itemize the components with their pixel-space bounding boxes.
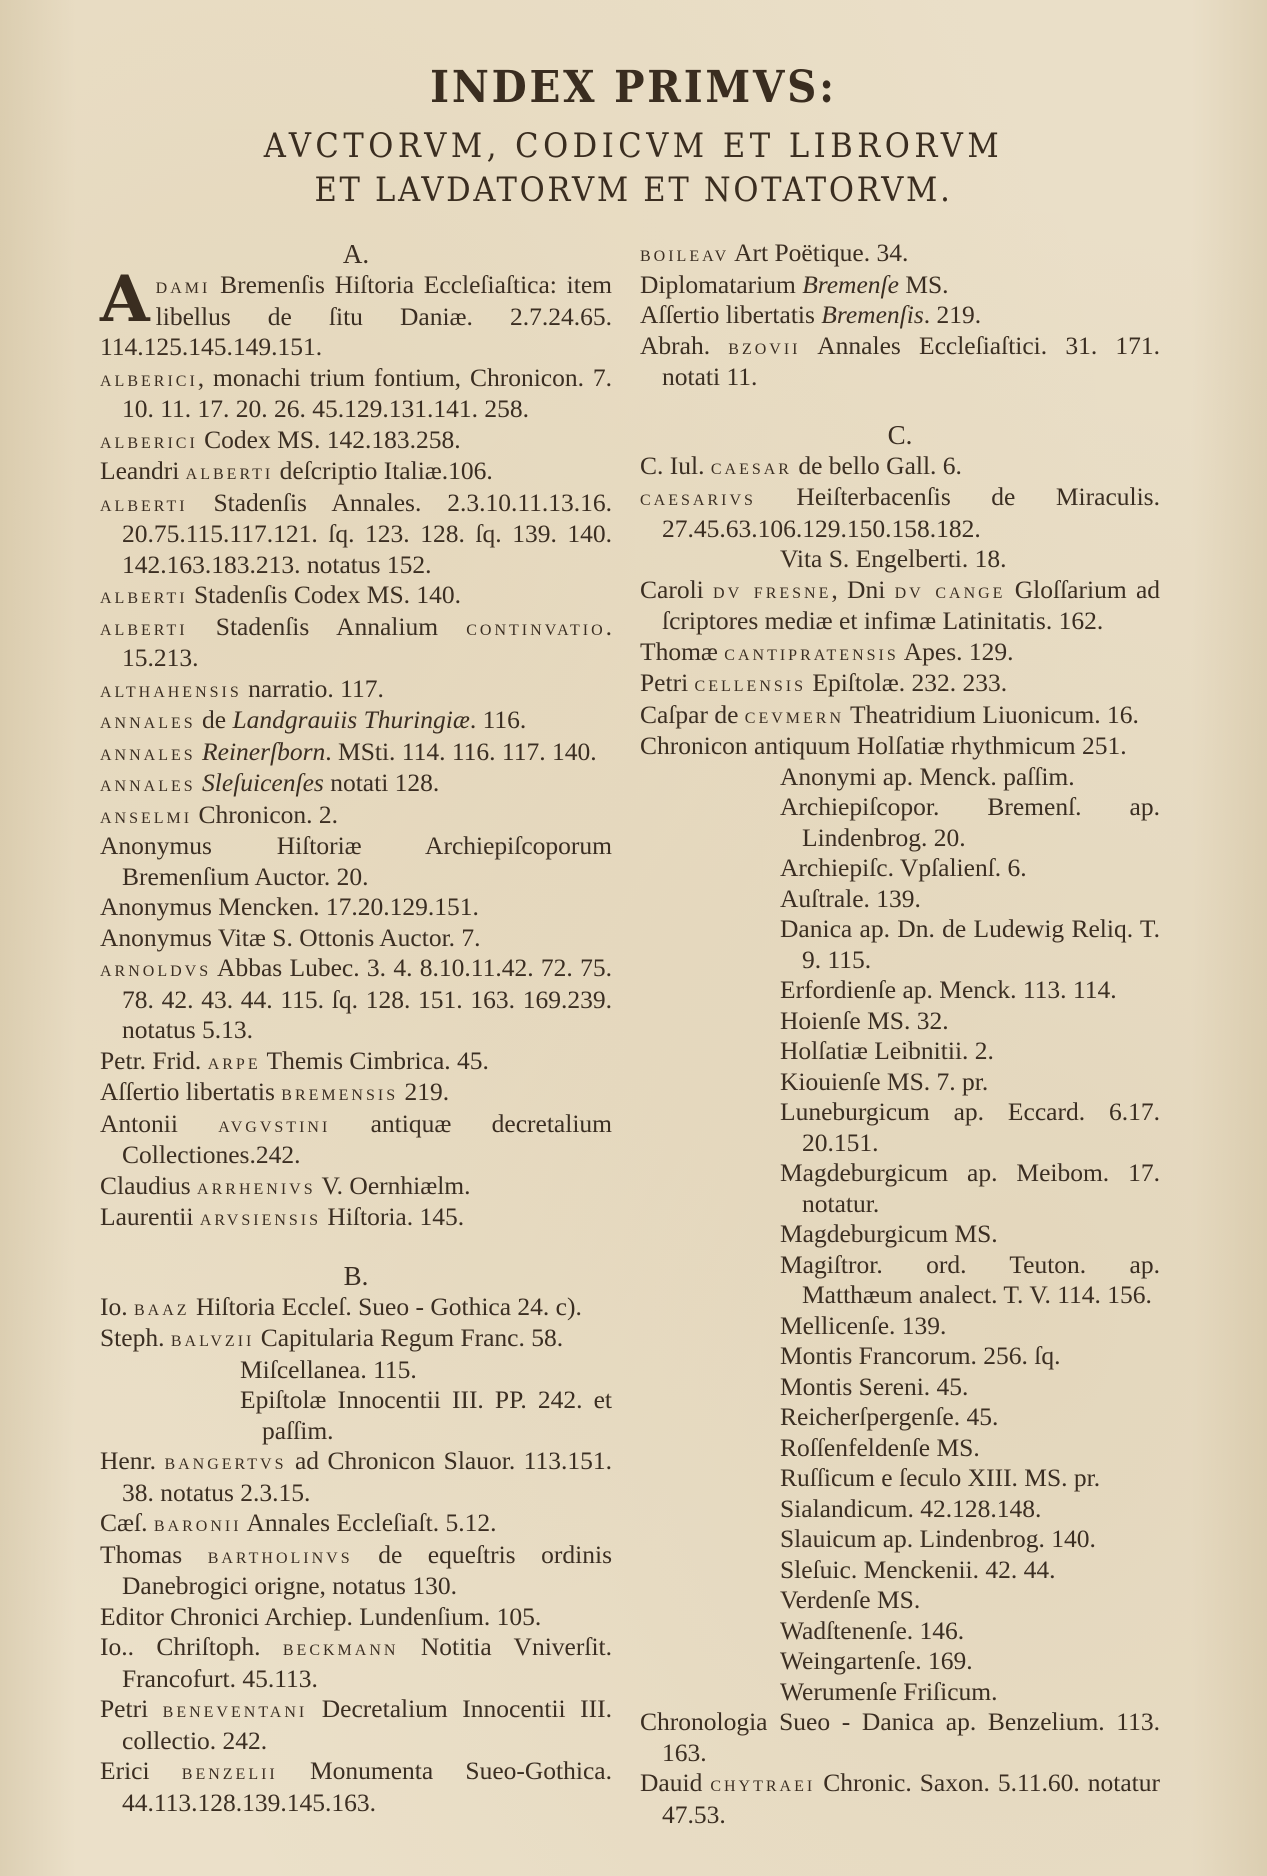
entries-c: [640, 451, 1160, 545]
entry-author: bartholinvs: [207, 1542, 353, 1568]
index-entry: [640, 300, 1160, 331]
index-entry: [100, 953, 612, 1046]
index-entry: [100, 1077, 612, 1109]
entries-b: [100, 1292, 612, 1355]
entry-text: Apes. 129.: [898, 636, 1014, 666]
entry-author: bangertvs: [164, 1449, 287, 1474]
index-entry: [100, 456, 612, 488]
index-sub-entry: Archiepiſcopor. Bremenſ. ap. Lindenbrog. 20.: [780, 792, 1160, 852]
entry-author: chytraei: [710, 1771, 816, 1796]
entries-a: [100, 363, 612, 1234]
index-sub-entry: Sialandicum. 42.128.148.: [780, 1493, 1042, 1523]
index-sub-entry: Sleſuic. Menckenii. 42. 44.: [780, 1554, 1056, 1584]
index-sub-entry: Slauicum ap. Lindenbrog. 140.: [780, 1524, 1096, 1553]
index-entry: [100, 1694, 612, 1756]
entries-c-3: [640, 1707, 1160, 1830]
entry-author: arvsiensis: [199, 1205, 322, 1230]
page-subtitle-line-1: AVCTORVM, CODICVM ET LIBRORVM: [263, 126, 1004, 166]
entry-text: 219.: [398, 1077, 450, 1106]
index-entry: [100, 831, 612, 892]
entry-prefix: Caroli: [640, 574, 714, 604]
entry-prefix: C. Iul.: [640, 450, 711, 480]
index-entry: [100, 674, 612, 706]
entry-author: bzovii: [728, 333, 801, 359]
index-sub-entry: Danica ap. Dn. de Ludewig Reliq. T. 9. 115.: [780, 914, 1160, 974]
entry-author: alberti: [100, 614, 188, 640]
index-sub-entry: Holſatiæ Leibnitii. 2.: [780, 1036, 994, 1065]
entry-author-2: dv cange: [894, 577, 1006, 603]
entry-author: alberti: [185, 459, 274, 484]
entry-text: Theatridium Liuonicum. 16.: [844, 699, 1139, 729]
entry-text-2: Gloſſarium ad ſcriptores mediæ et infimæ Latinitatis. 162.: [662, 574, 1161, 635]
index-sub-entry: Magdeburgicum ap. Meibom. 17. notatur.: [780, 1158, 1160, 1218]
entry-prefix: Laurentii: [100, 1202, 200, 1231]
entry-text-2: . MSti. 114. 116. 117. 140.: [325, 736, 597, 766]
entry-text: ad Chronicon Slauor. 113.151. 38. notatus 2.3.15.: [122, 1446, 612, 1507]
entry-text: Heiſterbacenſis de Miraculis. 27.45.63.106.129.150.158.182.: [662, 482, 1160, 543]
entry-prefix: Diplomatarium: [640, 269, 803, 299]
entry-author: annales: [100, 708, 196, 733]
index-entry: [100, 923, 612, 954]
entry-text: Codex MS. 142.183.258.: [197, 424, 461, 454]
index-entry: [100, 488, 612, 581]
entry-author: cantipratensis: [724, 639, 899, 665]
index-entry: [100, 1109, 612, 1171]
entry-prefix: Dauid: [640, 1768, 711, 1797]
entry-text: Stadenſis Annales. 2.3.10.11.13.16. 20.75.115.117.121. ſq. 123. 128. ſq. 139. 140. 142.163.183.213. notatus 152.: [122, 487, 612, 579]
entry-text: Notitia Vniverſit. Francofurt. 45.113.: [122, 1632, 612, 1693]
index-entry: [640, 482, 1160, 544]
index-entry: [100, 1602, 612, 1633]
entry-text: , monachi trium fontium, Chronicon. 7. 10. 11. 17. 20. 26. 45.129.131.141. 258.: [122, 362, 612, 423]
entry-text: de: [195, 705, 233, 734]
entry-author-2: continvatio: [466, 614, 606, 640]
entry-author: beneventani: [162, 1697, 308, 1722]
page-subtitle-line-2: ET LAVDATORVM ET NOTATORVM.: [314, 170, 953, 210]
entry-prefix: Petri: [640, 668, 695, 697]
entry-author: dami: [155, 273, 211, 298]
index-entry: [100, 1756, 612, 1818]
index-sub-entry: Ruſſicum e ſeculo XIII. MS. pr.: [780, 1463, 1101, 1492]
index-entry: [640, 668, 1160, 700]
entry-author: althahensis: [100, 676, 242, 702]
entries-c-2: [640, 575, 1160, 762]
index-entry: [640, 238, 1160, 270]
index-sub-entry: Archiepiſc. Vpſalienſ. 6.: [780, 853, 1027, 882]
index-sub-entry: Anonymi ap. Menck. paſſim.: [780, 761, 1075, 791]
entry-text: de bello Gall. 6.: [791, 450, 962, 480]
entry-text: Annales Eccleſiaſtici. 31. 171. notati 11.: [662, 330, 1160, 391]
entry-author: annales: [100, 771, 196, 796]
index-sub-entry: Kiouienſe MS. 7. pr.: [780, 1066, 989, 1096]
entry-italic: Bremenſis: [821, 300, 924, 329]
entries-b-2: [100, 1446, 612, 1818]
entry-author: arnoldvs: [100, 956, 212, 981]
entry-author: alberici: [100, 365, 198, 391]
entry-author: dv fresne: [713, 577, 832, 603]
section-heading-a: A.: [342, 239, 370, 269]
index-sub-entry: Magiſtror. ord. Teuton. ap. Matthæum analect. T. V. 114. 156.: [780, 1249, 1160, 1309]
entry-text: narratio. 117.: [241, 673, 384, 703]
index-sub-entry: Epiſtolæ Innocentii III. PP. 242. et paſſim.: [240, 1385, 612, 1445]
entry-text-2: . 15.213.: [122, 611, 612, 672]
entry-author: arpe: [207, 1048, 261, 1074]
index-entry: [100, 580, 612, 612]
entry-text: Stadenſis Codex MS. 140.: [187, 580, 462, 609]
entry-text: Hiſtoria. 145.: [321, 1202, 465, 1231]
entry-text-2: MS.: [898, 269, 949, 299]
entry-author: balvzii: [170, 1326, 255, 1351]
entry-author: baaz: [134, 1294, 190, 1320]
index-entry: [640, 700, 1160, 732]
index-entry: [100, 425, 612, 457]
entry-prefix: Anonymus Hiſtoriæ Archiepiſcoporum Bremenſium Auctor. 20.: [100, 831, 612, 891]
index-sub-entry: Vita S. Engelberti. 18.: [780, 544, 1007, 573]
entry-prefix: Io.: [100, 1291, 134, 1321]
entry-author: cellensis: [694, 671, 806, 696]
entry-text: Stadenſis Annalium: [187, 611, 467, 641]
index-entry: [640, 270, 1160, 301]
index-entry: [640, 637, 1160, 669]
index-sub-entry: Mellicenſe. 139.: [780, 1310, 947, 1340]
index-sub-entry: Werumenſe Friſicum.: [780, 1676, 998, 1706]
index-sub-entry: Hoienſe MS. 32.: [780, 1005, 949, 1035]
index-entry: [100, 612, 612, 674]
entry-prefix: Chronicon antiquum Holſatiæ rhythmicum 251.: [640, 731, 1127, 760]
entries-b-continued: [640, 238, 1160, 393]
index-sub-entry: Montis Sereni. 45.: [780, 1371, 969, 1401]
entry-text: Hiſtoria Eccleſ. Sueo - Gothica 24. c).: [189, 1291, 582, 1321]
entry-text: Abbas Lubec. 3. 4. 8.10.11.42. 72. 75. 78. 42. 43. 44. 115. ſq. 128. 151. 163. 169.239. notatus 5.13.: [122, 953, 612, 1044]
entry-prefix: Caſpar de: [640, 699, 745, 729]
entry-text: Annales Eccleſiaſt. 5.12.: [241, 1508, 497, 1537]
index-sub-entry: Miſcellanea. 115.: [240, 1354, 417, 1384]
index-entry: [640, 1707, 1160, 1768]
entries-b-sub: [100, 1355, 612, 1447]
entry-text-2: notati 128.: [323, 768, 440, 797]
entry-text: deſcriptio Italiæ.106.: [273, 456, 493, 485]
index-sub-entry: Montis Francorum. 256. ſq.: [780, 1341, 1061, 1370]
section-heading-c: C.: [887, 419, 913, 450]
entry-italic: Sleſuicenſes: [202, 768, 324, 797]
entry-prefix: Io.. Chriſtoph.: [100, 1632, 283, 1661]
index-entry: [100, 737, 612, 769]
entry-prefix: Anonymus Mencken. 17.20.129.151.: [100, 892, 479, 921]
entry-prefix: Cæſ.: [100, 1508, 154, 1537]
entry-text: Chronicon. 2.: [192, 799, 339, 829]
index-entry: [100, 363, 612, 425]
entry-author: arrhenivs: [197, 1173, 316, 1199]
index-entry: [100, 1202, 612, 1234]
index-sub-entry: Luneburgicum ap. Eccard. 6.17. 20.151.: [780, 1097, 1160, 1157]
entry-author: anselmi: [100, 802, 193, 828]
index-sub-entry: Reicherſpergenſe. 45.: [780, 1402, 999, 1431]
entries-c-sub-1: [640, 544, 1160, 575]
entry-prefix: Henr.: [100, 1446, 165, 1475]
entry-author: boileav: [640, 241, 730, 266]
section-heading-b: B.: [343, 1260, 369, 1291]
entry-text: , Dni: [831, 574, 895, 604]
entry-text: Epiſtolæ. 232. 233.: [806, 668, 1008, 697]
entry-prefix: Aſſertio libertatis: [100, 1077, 282, 1106]
index-entry: [640, 731, 1160, 762]
entry-author: caesarivs: [640, 485, 756, 510]
entries-c-sub-2: [640, 762, 1160, 1708]
index-entry: [100, 1508, 612, 1540]
entry-prefix: Leandri: [100, 456, 186, 485]
index-entry: [100, 892, 612, 923]
index-entry: [100, 1292, 612, 1324]
left-column: [100, 238, 612, 1818]
entry-author: beckmann: [282, 1635, 399, 1660]
index-entry: [100, 1046, 612, 1078]
entry-author: alberti: [100, 583, 188, 608]
entry-prefix: Claudius: [100, 1170, 198, 1200]
entry-prefix: Editor Chronici Archiep. Lundenſium. 105.: [100, 1601, 542, 1631]
entry-text: Bremenſis Hiſtoria Eccleſiaſtica: item libellus de ſitu Daniæ. 2.7.24.65. 114.125.145.149.151.: [100, 270, 612, 361]
entry-text: Art Poëtique. 34.: [729, 238, 909, 267]
entry-prefix: Erici: [100, 1756, 182, 1785]
entry-prefix: Petri: [100, 1694, 163, 1723]
entry-text: Themis Cimbrica. 45.: [260, 1045, 489, 1075]
index-entry: [100, 1171, 612, 1203]
index-entry: [100, 1323, 612, 1355]
index-entry: [100, 1632, 612, 1694]
index-entry: [640, 1768, 1160, 1830]
entry-author: caesar: [710, 453, 792, 479]
index-sub-entry: Roſſenfeldenſe MS.: [780, 1432, 980, 1462]
entry-text: antiquæ decretalium Collectiones.242.: [122, 1108, 612, 1169]
entry-text: Monumenta Sueo-Gothica. 44.113.128.139.145.163.: [122, 1756, 612, 1817]
entry-prefix: Anonymus Vitæ S. Ottonis Auctor. 7.: [100, 922, 481, 952]
entry-text: Decretalium Innocentii III. collectio. 242.: [122, 1694, 612, 1755]
index-sub-entry: Weingartenſe. 169.: [780, 1646, 973, 1675]
index-sub-entry: Verdenſe MS.: [780, 1585, 921, 1614]
entry-prefix: Steph.: [100, 1323, 171, 1352]
entry-text-2: . 116.: [469, 705, 527, 734]
entry-prefix: Chronologia Sueo - Danica ap. Benzelium. 113. 163.: [640, 1707, 1160, 1767]
entry-author: alberti: [100, 490, 188, 516]
right-column: [640, 238, 1160, 1830]
entry-author: baronii: [153, 1511, 242, 1536]
index-entry: [100, 800, 612, 832]
entry-prefix: Thomas: [100, 1539, 208, 1569]
entry-italic: Bremenſe: [802, 269, 899, 299]
entry-text: V. Oernhiælm.: [315, 1170, 471, 1200]
entry-text: Chronic. Saxon. 5.11.60. notatur 47.53.: [662, 1768, 1160, 1829]
entry-prefix: Thomæ: [640, 636, 725, 666]
entry-text: Capitularia Regum Franc. 58.: [254, 1323, 564, 1352]
index-entry: [100, 262, 612, 363]
entry-author: cevmern: [744, 702, 845, 728]
entry-italic: Reinerſborn: [202, 736, 326, 766]
entry-author: avgvstini: [218, 1111, 331, 1137]
index-entry: [640, 575, 1160, 637]
drop-cap: A: [100, 262, 150, 337]
entry-prefix: Antonii: [100, 1108, 219, 1138]
index-sub-entry: Wadſtenenſe. 146.: [780, 1615, 965, 1645]
index-entry: [100, 1540, 612, 1602]
index-entry: [100, 768, 612, 800]
index-sub-entry: Magdeburgicum MS.: [780, 1219, 998, 1248]
entry-prefix: Petr. Frid.: [100, 1045, 208, 1075]
index-sub-entry: Erfordienſe ap. Menck. 113. 114.: [780, 975, 1117, 1004]
index-sub-entry: Auſtrale. 139.: [780, 883, 921, 913]
entry-prefix: Aſſertio libertatis: [640, 300, 822, 329]
entry-author: alberici: [100, 427, 198, 453]
entry-text-2: . 219.: [923, 300, 982, 329]
entry-prefix: Abrah.: [640, 330, 729, 360]
page-title: INDEX PRIMVS:: [430, 62, 837, 113]
index-entry: [640, 331, 1160, 393]
entry-author: benzelii: [181, 1759, 278, 1784]
index-entry: [100, 705, 612, 737]
index-entry: [640, 451, 1160, 483]
entry-author: bremensis: [281, 1080, 399, 1105]
entry-author: annales: [100, 739, 196, 765]
entry-text: de equeſtris ordinis Danebrogici origne, notatus 130.: [122, 1539, 612, 1600]
index-entry: [100, 1446, 612, 1508]
entry-italic: Landgrauiis Thuringiæ: [232, 705, 470, 734]
